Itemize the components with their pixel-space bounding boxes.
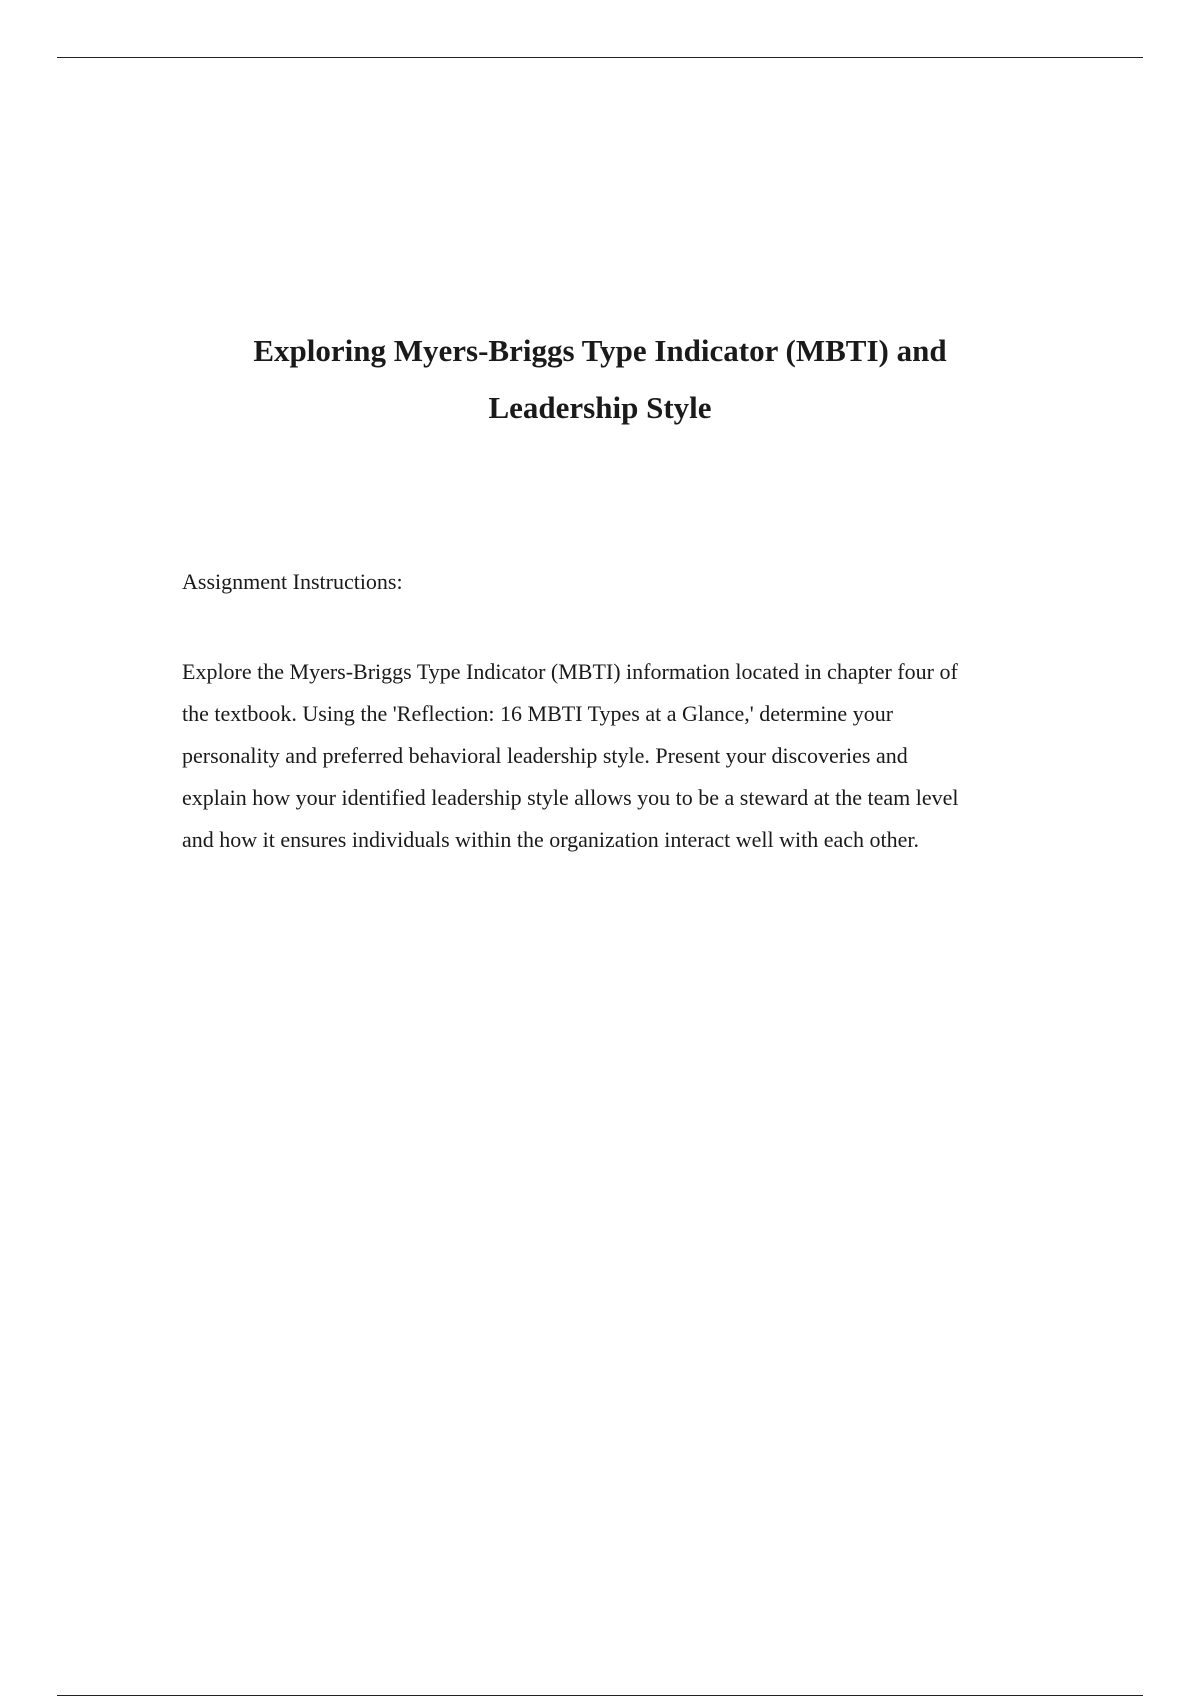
footer-rule bbox=[57, 1695, 1143, 1696]
paragraph-line-2: the textbook. Using the 'Reflection: 16 MBTI Types at a Glance,' determine your bbox=[182, 701, 894, 726]
title-line-1: Exploring Myers-Briggs Type Indicator (MBTI) and bbox=[253, 333, 947, 368]
document-title bbox=[180, 322, 1020, 436]
title-line-2: Leadership Style bbox=[488, 390, 712, 425]
instructions-paragraph bbox=[182, 651, 1062, 861]
paragraph-line-1: Explore the Myers-Briggs Type Indicator (MBTI) information located in chapter four of bbox=[182, 659, 958, 684]
header-rule bbox=[57, 57, 1143, 58]
paragraph-line-3: personality and preferred behavioral leadership style. Present your discoveries and bbox=[182, 743, 908, 768]
paragraph-line-5: and how it ensures individuals within the organization interact well with each other. bbox=[182, 827, 920, 852]
section-label: Assignment Instructions: bbox=[182, 569, 403, 594]
paragraph-line-4: explain how your identified leadership style allows you to be a steward at the team level bbox=[182, 785, 959, 810]
